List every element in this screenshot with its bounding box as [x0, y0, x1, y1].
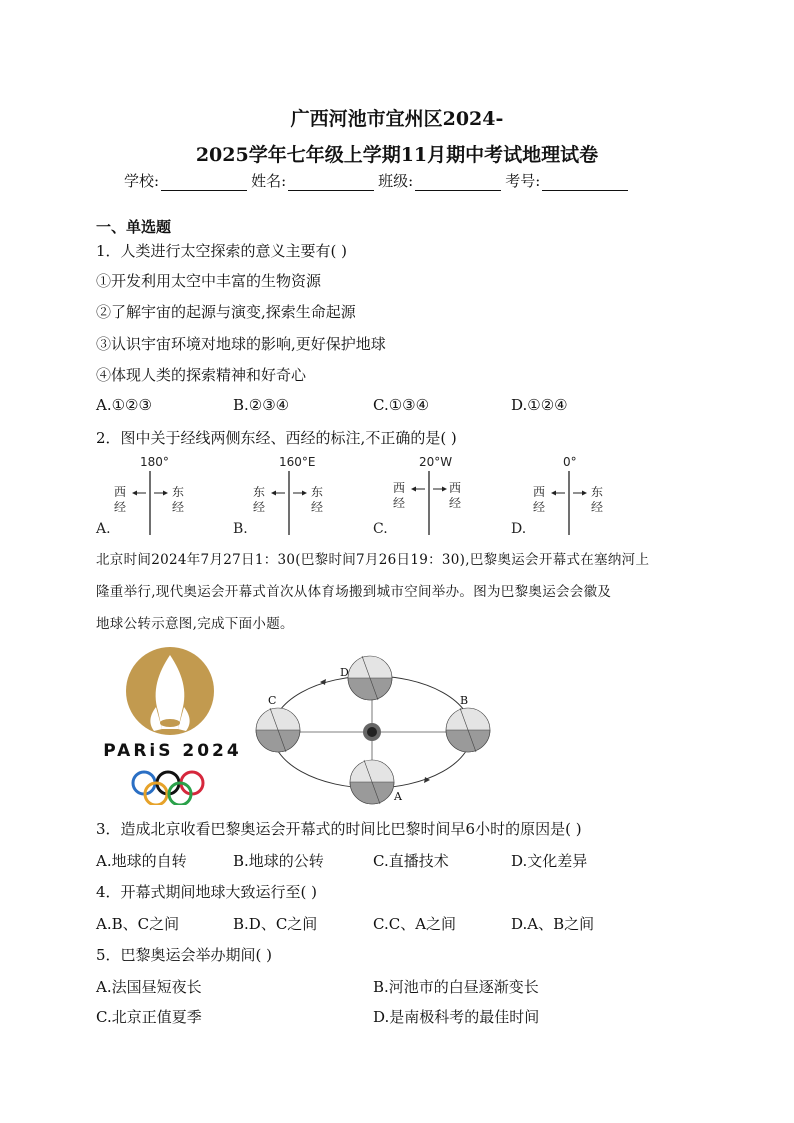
q5-option-b: B.河池市的白昼逐渐变长: [373, 978, 539, 996]
q3-option-c: C.直播技术: [373, 852, 449, 870]
q4-option-b: B.D、C之间: [233, 915, 318, 933]
option-letter-b: B.: [233, 521, 248, 537]
option-letter-a: A.: [96, 521, 111, 537]
paris-2024-emblem: [100, 645, 245, 805]
earth-orbit-diagram: [250, 648, 500, 808]
name-label: 姓名:: [251, 172, 287, 190]
right-hemisphere-label-b: 东 经: [311, 485, 324, 514]
q4-option-d: D.A、B之间: [511, 915, 595, 933]
option-letter-c: C.: [373, 521, 388, 537]
meridian-label-d: 0°: [563, 455, 577, 469]
q2-diagram-b: [233, 453, 343, 541]
q1-option-c: C.①③④: [373, 396, 430, 414]
q5-stem: 5．巴黎奥运会举办期间( ): [96, 946, 273, 964]
passage-line-3: 地球公转示意图,完成下面小题。: [96, 616, 294, 632]
option-letter-d: D.: [511, 521, 527, 537]
section-heading: 一、单选题: [96, 218, 172, 236]
class-blank: [415, 176, 501, 191]
right-hemisphere-label-d: 东 经: [591, 485, 604, 514]
meridian-label-b: 160°E: [279, 455, 316, 469]
q1-item-2: ②了解宇宙的起源与演变,探索生命起源: [96, 303, 356, 321]
left-hemisphere-label-c: 西 经: [393, 481, 406, 510]
orbit-label-d: D: [340, 666, 349, 679]
q1-option-d: D.①②④: [511, 396, 568, 414]
left-hemisphere-label-d: 西 经: [533, 485, 546, 514]
q3-option-a: A.地球的自转: [96, 852, 187, 870]
left-hemisphere-label-b: 东 经: [253, 485, 266, 514]
q4-option-a: A.B、C之间: [96, 915, 180, 933]
school-label: 学校:: [124, 172, 160, 190]
name-blank: [288, 176, 374, 191]
passage-line-2: 隆重举行,现代奥运会开幕式首次从体育场搬到城市空间举办。图为巴黎奥运会会徽及: [96, 584, 612, 600]
class-label: 班级:: [378, 172, 414, 190]
q3-option-b: B.地球的公转: [233, 852, 324, 870]
exam-number-label: 考号:: [505, 172, 541, 190]
q2-diagram-d: [511, 453, 621, 541]
q3-option-d: D.文化差异: [511, 852, 588, 870]
page-title-line-2: 2025学年七年级上学期11月期中考试地理试卷: [195, 144, 599, 166]
q2-diagram-a: [96, 453, 206, 541]
q5-option-a: A.法国昼短夜长: [96, 978, 202, 996]
orbit-label-a: A: [394, 790, 402, 803]
exam-number-blank: [542, 176, 628, 191]
meridian-label-c: 20°W: [419, 455, 453, 469]
q3-stem: 3．造成北京收看巴黎奥运会开幕式的时间比巴黎时间早6小时的原因是( ): [96, 820, 582, 838]
q4-option-c: C.C、A之间: [373, 915, 457, 933]
q1-item-3: ③认识宇宙环境对地球的影响,更好保护地球: [96, 335, 386, 353]
right-hemisphere-label-c: 西 经: [449, 481, 462, 510]
orbit-label-c: C: [268, 694, 277, 707]
q5-option-d: D.是南极科考的最佳时间: [373, 1008, 540, 1026]
q1-option-a: A.①②③: [96, 396, 152, 414]
q4-stem: 4．开幕式期间地球大致运行至( ): [96, 883, 318, 901]
passage: [96, 544, 706, 640]
q5-option-c: C.北京正值夏季: [96, 1008, 202, 1026]
school-blank: [161, 176, 247, 191]
meridian-label-a: 180°: [140, 455, 169, 469]
left-hemisphere-label-a: 西 经: [114, 485, 127, 514]
q1-stem: 1．人类进行太空探索的意义主要有( ): [96, 242, 348, 260]
student-info-row: [124, 170, 632, 191]
paris-emblem-graphic: [100, 645, 245, 805]
q1-item-4: ④体现人类的探索精神和好奇心: [96, 366, 307, 384]
q1-item-1: ①开发利用太空中丰富的生物资源: [96, 272, 322, 290]
q2-stem: 2．图中关于经线两侧东经、西经的标注,不正确的是( ): [96, 429, 457, 447]
orbit-graphic: [250, 648, 500, 808]
q2-diagram-c: [373, 453, 483, 541]
q1-option-b: B.②③④: [233, 396, 290, 414]
paris-logo-text: PARiS 2024: [103, 741, 242, 761]
orbit-label-b: B: [460, 694, 469, 707]
page-title-line-1: 广西河池市宜州区2024-: [290, 108, 504, 130]
passage-line-1: 北京时间2024年7月27日1：30(巴黎时间7月26日19：30),巴黎奥运会开幕式在塞纳河上: [96, 552, 650, 568]
right-hemisphere-label-a: 东 经: [172, 485, 185, 514]
